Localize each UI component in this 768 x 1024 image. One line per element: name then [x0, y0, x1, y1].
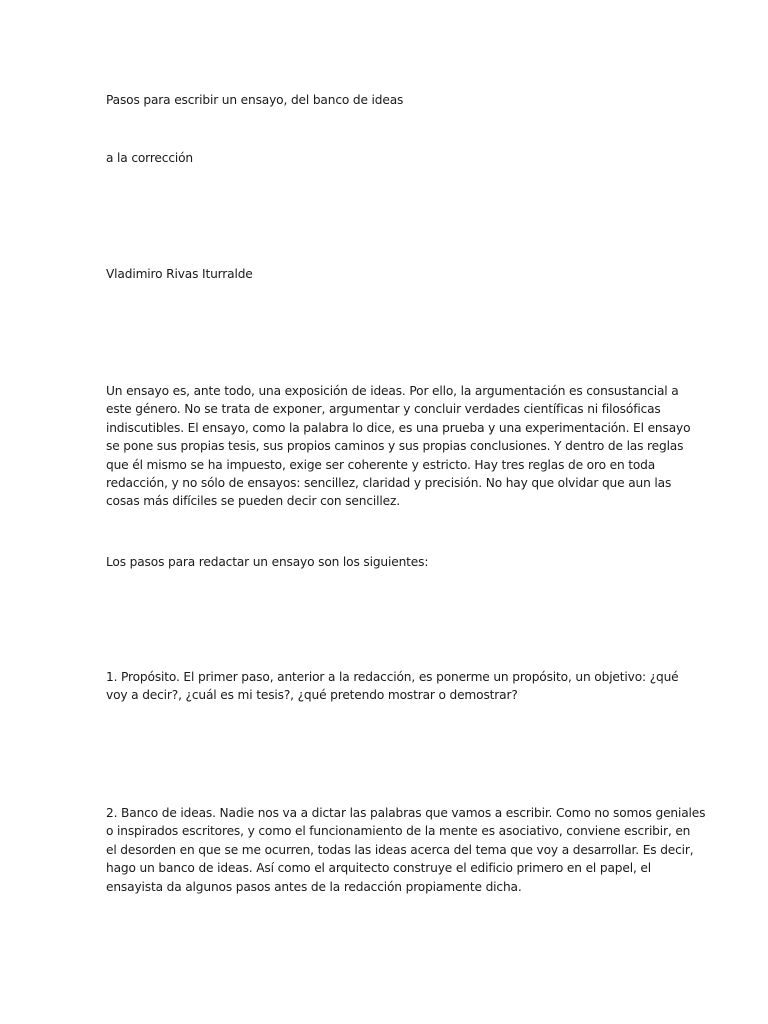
- step-1-paragraph: [106, 668, 679, 705]
- paragraph-line: que él mismo se ha impuesto, exige ser coherente y estricto. Hay tres reglas de oro en toda: [106, 457, 656, 472]
- paragraph-line: o inspirados escritores, y como el funcionamiento de la mente es asociativo, conviene escribir, en: [106, 824, 691, 839]
- paragraph-line: hago un banco de ideas. Así como el arquitecto construye el edificio primero en el papel, el: [106, 861, 651, 876]
- paragraph-line: voy a decir?, ¿cuál es mi tesis?, ¿qué pretendo mostrar o demostrar?: [106, 688, 518, 703]
- paragraph-line: este género. No se trata de exponer, argumentar y concluir verdades científicas ni filosóficas: [106, 402, 661, 417]
- paragraph-line: Un ensayo es, ante todo, una exposición de ideas. Por ello, la argumentación es consustancial a: [106, 384, 679, 398]
- paragraph-line: 1. Propósito. El primer paso, anterior a la redacción, es ponerme un propósito, un objetivo: ¿qué: [106, 670, 679, 684]
- title-line-1: Pasos para escribir un ensayo, del banco de ideas: [106, 93, 404, 107]
- steps-intro: Los pasos para redactar un ensayo son los siguientes:: [106, 555, 429, 569]
- paragraph-line: 2. Banco de ideas. Nadie nos va a dictar las palabras que vamos a escribir. Como no somos geniales: [106, 806, 706, 820]
- title-line-2: a la corrección: [106, 151, 193, 165]
- intro-paragraph: [106, 382, 691, 511]
- paragraph-line: ensayista da algunos pasos antes de la redacción propiamente dicha.: [106, 879, 522, 894]
- step-2-paragraph: [106, 804, 706, 896]
- paragraph-line: indiscutibles. El ensayo, como la palabra lo dice, es una prueba y una experimentación. El ensayo: [106, 420, 691, 435]
- paragraph-line: redacción, y no sólo de ensayos: sencillez, claridad y precisión. No hay que olvidar que aun las: [106, 476, 672, 491]
- author-name: Vladimiro Rivas Iturralde: [106, 267, 253, 281]
- paragraph-line: el desorden en que se me ocurren, todas las ideas acerca del tema que voy a desarrollar. Es decir,: [106, 842, 694, 857]
- paragraph-line: cosas más difíciles se pueden decir con sencillez.: [106, 494, 400, 509]
- paragraph-line: se pone sus propias tesis, sus propios caminos y sus propias conclusiones. Y dentro de las reglas: [106, 439, 684, 454]
